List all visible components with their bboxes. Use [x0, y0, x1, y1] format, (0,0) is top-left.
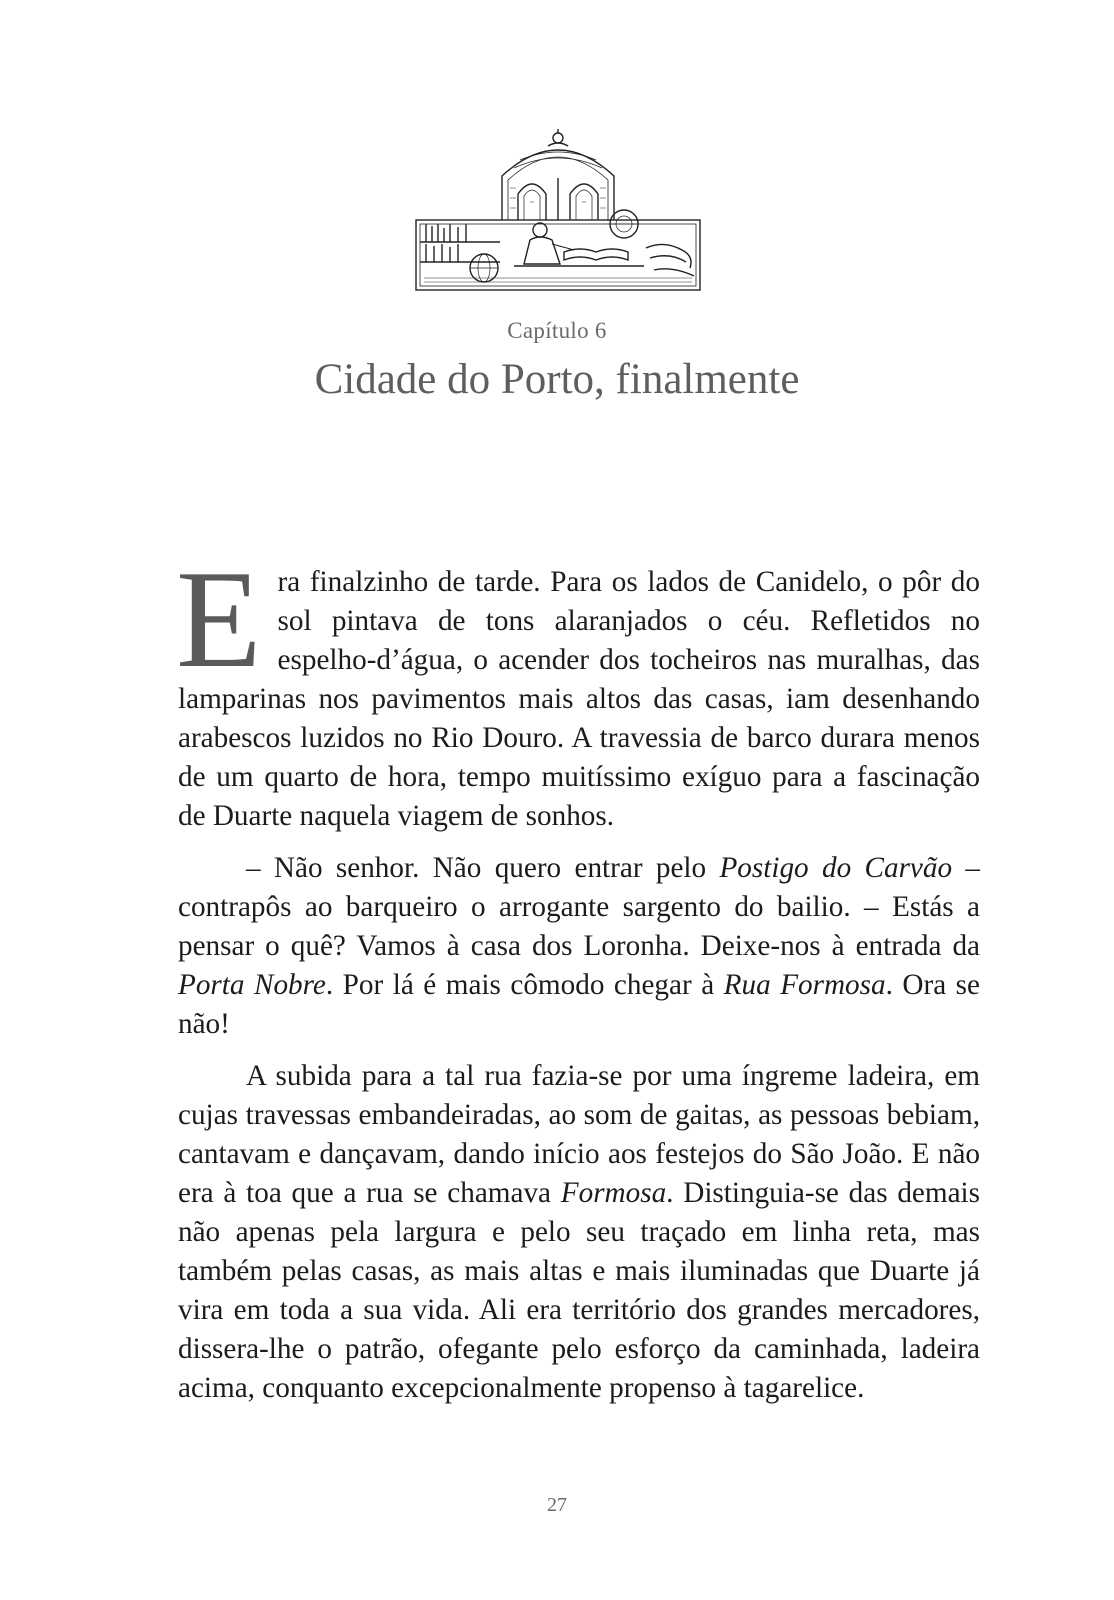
paragraph-narrative: [178, 1057, 980, 1408]
chapter-number: Capítulo 6: [507, 318, 607, 343]
place-name: Rua Formosa: [723, 969, 886, 1001]
place-name: Formosa: [560, 1177, 667, 1209]
text-run: . Ora se não!: [178, 969, 980, 1040]
text-run: A subida para a tal rua fazia-se por uma íngreme ladeira, em cujas travessas embandeiradas, ao som de gaitas, as pessoas bebiam, cantavam e dançavam, dando início aos festejos do São João. E não era à toa que a rua se chamava: [178, 1060, 980, 1209]
page-number: 27: [547, 1494, 567, 1516]
text-run: . Por lá é mais cômodo chegar à: [325, 969, 724, 1001]
scholar-study-illustration: [414, 128, 702, 296]
text-run: – contrapôs ao barqueiro o arrogante sargento do bailio. – Estás a pensar o quê? Vamos à casa dos Loronha. Deixe-nos à entrada da: [178, 852, 981, 962]
text-run: – Não senhor. Não quero entrar pelo: [246, 852, 720, 884]
paragraph-dialogue: [178, 849, 980, 1044]
drop-cap: E: [176, 542, 262, 697]
paragraph-opening: [176, 542, 980, 836]
chapter-body: [176, 542, 981, 1408]
chapter-title: Cidade do Porto, finalmente: [314, 356, 800, 403]
place-name: Postigo do Carvão: [719, 852, 953, 884]
paragraph-text: ra finalzinho de tarde. Para os lados de Canidelo, o pôr do sol pintava de tons alaranjados o céu. Refletidos no espelho-d’água, o acender dos tocheiros nas muralhas, das lamparinas nos pavimentos mais altos das casas, iam desenhando arabescos luzidos no Rio Douro. A travessia de barco durara menos de um quarto de hora, tempo muitíssimo exíguo para a fascinação de Duarte naquela viagem de sonhos.: [178, 566, 980, 832]
text-run: . Distinguia-se das demais não apenas pela largura e pelo seu traçado em linha reta, mas também pelas casas, as mais altas e mais iluminadas que Duarte já vira em toda a sua vida. Ali era território dos grandes mercadores, dissera-lhe o patrão, ofegante pelo esforço da caminhada, ladeira acima, conquanto excepcionalmente propenso à tagarelice.: [178, 1177, 980, 1404]
place-name: Porta Nobre: [178, 969, 326, 1001]
